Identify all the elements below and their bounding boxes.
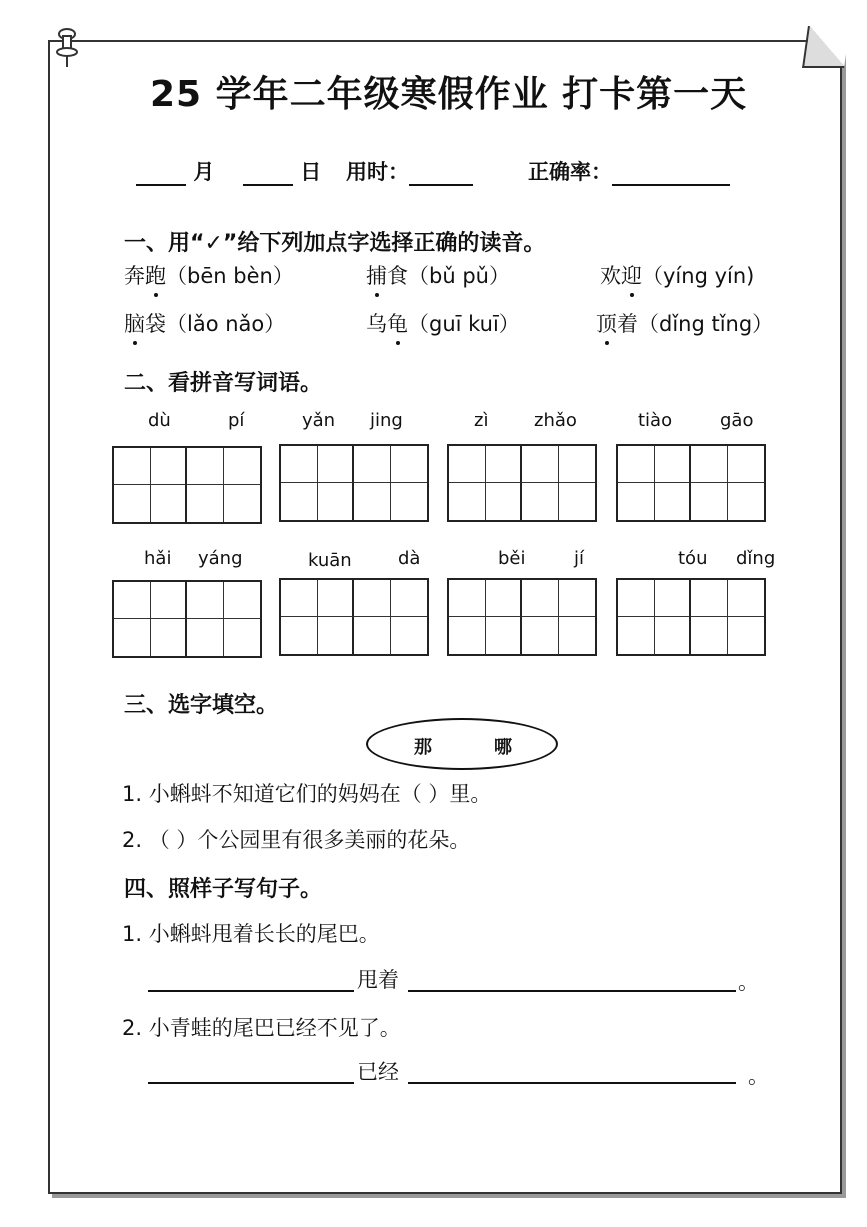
dotted-char: 顶 xyxy=(596,312,617,336)
pinyin: jing xyxy=(370,410,403,431)
keyword: 已经 xyxy=(357,1060,399,1084)
char: 食 xyxy=(387,264,408,288)
time-label: 用时： xyxy=(346,160,409,184)
example-sentence: 1. 小蝌蚪甩着长长的尾巴。 xyxy=(122,922,380,946)
pinyin-options[interactable]: （yíng yín) xyxy=(642,264,755,288)
char: 奔 xyxy=(124,264,145,288)
section4-heading: 四、照样子写句子。 xyxy=(124,877,323,902)
pinyin: yáng xyxy=(198,548,243,569)
accuracy-label: 正确率： xyxy=(528,160,612,184)
fill-question[interactable]: 1. 小蝌蚪不知道它们的妈妈在（ ）里。 xyxy=(122,782,492,806)
writing-grid[interactable] xyxy=(616,578,766,656)
char: 欢 xyxy=(600,264,621,288)
pinyin-options[interactable]: （lǎo nǎo） xyxy=(166,312,286,336)
dotted-char: 捕 xyxy=(366,264,387,288)
writing-grid[interactable] xyxy=(447,444,597,522)
period: 。 xyxy=(738,970,759,994)
dotted-char: 迎 xyxy=(621,264,642,288)
pinyin: zhǎo xyxy=(534,410,577,431)
dotted-char: 龟 xyxy=(387,312,408,336)
pinyin: dǐng xyxy=(736,548,776,569)
fill-question[interactable]: 2. （ ）个公园里有很多美丽的花朵。 xyxy=(122,828,471,852)
pinyin-options[interactable]: （guī kuī） xyxy=(408,312,520,336)
pinyin: běi xyxy=(498,548,526,569)
pushpin-icon xyxy=(56,28,78,68)
day-label: 日 xyxy=(300,160,322,184)
choice-item xyxy=(366,260,510,290)
pinyin: gāo xyxy=(720,410,754,431)
char: 着 xyxy=(617,312,638,336)
pinyin-options[interactable]: （bēn bèn） xyxy=(166,264,294,288)
pinyin: dù xyxy=(148,410,171,431)
pinyin: jí xyxy=(574,548,585,569)
answer-line[interactable] xyxy=(408,1082,736,1084)
section1-heading: 一、用“✓”给下列加点字选择正确的读音。 xyxy=(124,231,546,256)
pinyin-options[interactable]: （bǔ pǔ） xyxy=(408,264,510,288)
dotted-char: 跑 xyxy=(145,264,166,288)
answer-line[interactable] xyxy=(148,1082,354,1084)
choice-item xyxy=(124,260,294,290)
section2-heading: 二、看拼音写词语。 xyxy=(124,371,323,396)
dotted-char: 脑 xyxy=(124,312,145,336)
choice-word[interactable]: 哪 xyxy=(494,737,512,758)
writing-grid[interactable] xyxy=(616,444,766,522)
period: 。 xyxy=(748,1064,769,1088)
pinyin: zì xyxy=(474,410,489,431)
pinyin: dà xyxy=(398,548,421,569)
writing-grid[interactable] xyxy=(447,578,597,656)
date-row xyxy=(136,156,321,186)
writing-grid[interactable] xyxy=(112,446,262,524)
writing-grid[interactable] xyxy=(279,444,429,522)
answer-line[interactable] xyxy=(148,990,354,992)
pinyin: hǎi xyxy=(144,548,172,569)
section3-heading: 三、选字填空。 xyxy=(124,693,279,718)
char: 袋 xyxy=(145,312,166,336)
pinyin-options[interactable]: （dǐng tǐng） xyxy=(638,312,774,336)
example-sentence: 2. 小青蛙的尾巴已经不见了。 xyxy=(122,1016,401,1040)
choice-word[interactable]: 那 xyxy=(414,737,432,758)
char: 乌 xyxy=(366,312,387,336)
time-row xyxy=(346,156,473,186)
time-blank[interactable] xyxy=(409,162,473,186)
accuracy-blank[interactable] xyxy=(612,162,730,186)
pinyin: yǎn xyxy=(302,410,336,431)
page-title: 25 学年二年级寒假作业 打卡第一天 xyxy=(150,74,748,115)
month-blank[interactable] xyxy=(136,162,186,186)
answer-line[interactable] xyxy=(408,990,736,992)
writing-grid[interactable] xyxy=(112,580,262,658)
choice-item xyxy=(366,308,520,338)
month-label: 月 xyxy=(193,160,215,184)
accuracy-row xyxy=(528,156,730,186)
folded-corner xyxy=(802,26,850,68)
pinyin: kuān xyxy=(308,550,352,571)
writing-grid[interactable] xyxy=(279,578,429,656)
choice-item xyxy=(596,308,773,338)
day-blank[interactable] xyxy=(243,162,293,186)
word-choice-oval xyxy=(366,718,558,770)
pinyin: tiào xyxy=(638,410,673,431)
pinyin: tóu xyxy=(678,548,708,569)
pinyin: pí xyxy=(228,410,245,431)
choice-item xyxy=(600,260,754,290)
choice-item xyxy=(124,308,285,338)
keyword: 甩着 xyxy=(357,968,399,992)
